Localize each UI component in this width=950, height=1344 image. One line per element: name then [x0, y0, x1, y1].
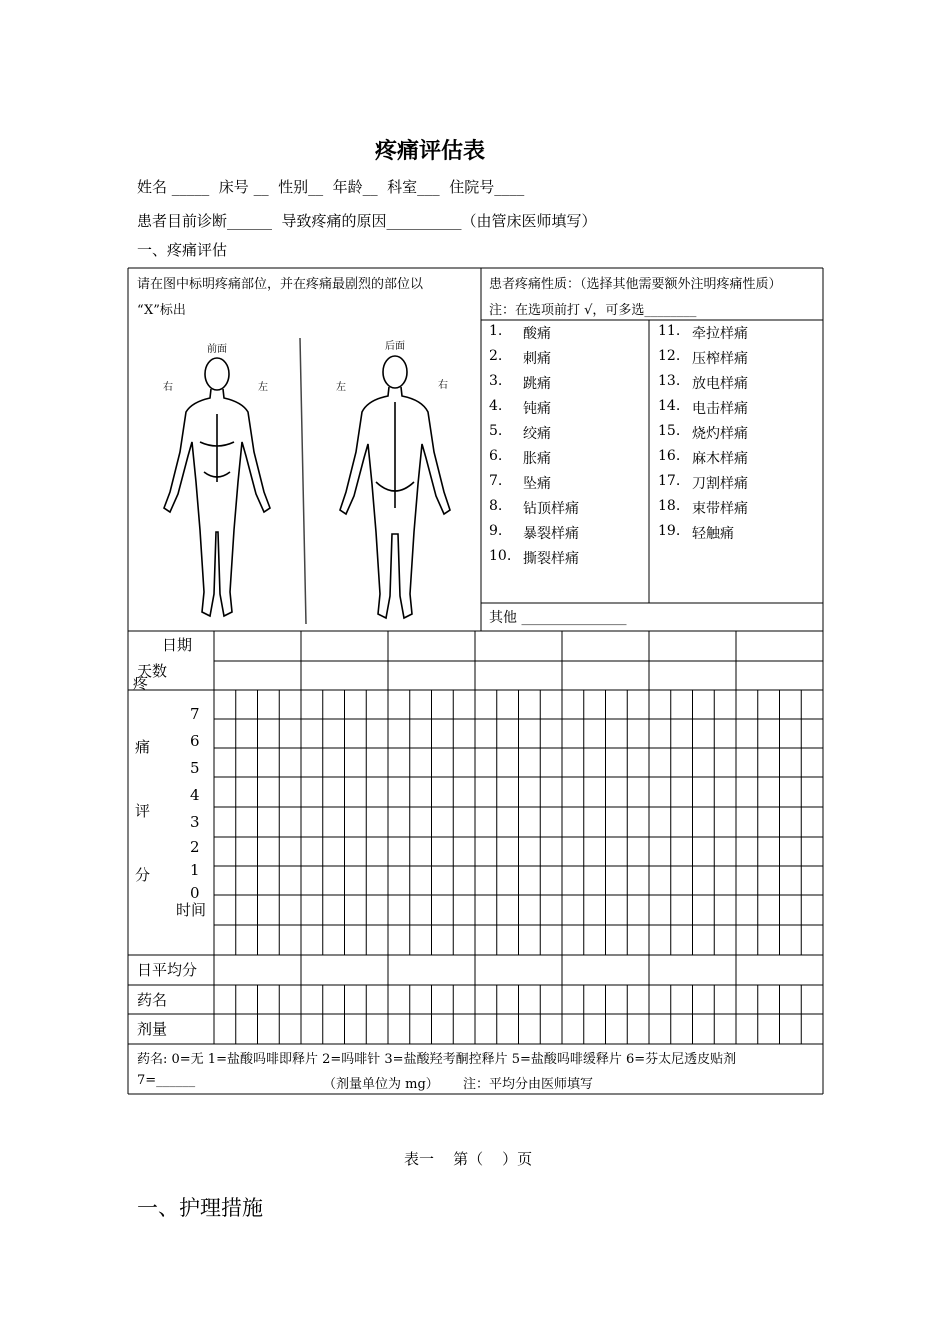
- pain-type-option[interactable]: 绞痛: [523, 426, 551, 442]
- pain-type-number: 10.: [489, 548, 512, 564]
- pain-score-value: 1: [190, 861, 200, 879]
- average-score-note: 注：平均分由医师填写: [463, 1077, 594, 1092]
- pain-type-option[interactable]: 烧灼样痛: [692, 426, 748, 442]
- front-label: 前面: [207, 344, 227, 355]
- pain-type-number: 2.: [489, 348, 503, 364]
- front-right-label: 右: [163, 382, 173, 393]
- pain-nature-heading: 患者疼痛性质：（选择其他需要额外注明疼痛性质）: [489, 277, 782, 292]
- section-nursing-measures: 一、护理措施: [137, 1196, 263, 1220]
- dose-unit-note: （剂量单位为 mg）: [323, 1077, 439, 1092]
- patient-info-line: 姓名 _____ 床号 __ 性别__ 年龄__ 科室___ 住院号____: [137, 178, 525, 196]
- section-pain-assessment: 一、疼痛评估: [137, 241, 228, 259]
- pain-type-option[interactable]: 暴裂样痛: [523, 526, 579, 542]
- body-map-instruction-2: “X”标出: [137, 303, 186, 318]
- body-map-instruction-1: 请在图中标明疼痛部位，并在疼痛最剧烈的部位以: [137, 277, 424, 292]
- pain-score-value: 4: [190, 786, 200, 804]
- pain-score-value: 0: [190, 884, 200, 902]
- back-right-label: 右: [438, 380, 448, 391]
- body-map-figure: [140, 332, 475, 630]
- drug-legend: 药名: 0=无 1=盐酸吗啡即释片 2=吗啡针 3=盐酸羟考酮控释片 5=盐酸吗啡缓释片 6=芬太尼透皮贴剂: [137, 1052, 737, 1067]
- pain-type-option[interactable]: 麻木样痛: [692, 451, 748, 467]
- pain-type-option[interactable]: 钻顶样痛: [523, 501, 579, 517]
- pain-nature-other: 其他 _______________: [489, 610, 627, 626]
- pain-type-number: 3.: [489, 373, 503, 389]
- pain-type-number: 18.: [658, 498, 681, 514]
- pain-char-4: 分: [135, 866, 151, 884]
- diagnosis-line: 患者目前诊断______ 导致疼痛的原因__________（由管床医师填写）: [137, 212, 597, 230]
- drug-legend-other: 7=______: [137, 1073, 196, 1088]
- daily-average-label: 日平均分: [137, 961, 198, 979]
- pain-char-1: 疼: [133, 674, 149, 692]
- pain-type-number: 6.: [489, 448, 503, 464]
- pain-type-number: 5.: [489, 423, 503, 439]
- pain-type-number: 8.: [489, 498, 503, 514]
- page-number-footer: 表一 第（ ）页: [404, 1150, 533, 1168]
- pain-type-number: 7.: [489, 473, 503, 489]
- pain-type-option[interactable]: 坠痛: [523, 476, 551, 492]
- pain-type-option[interactable]: 撕裂样痛: [523, 551, 579, 567]
- pain-type-number: 4.: [489, 398, 503, 414]
- page-title: 疼痛评估表: [374, 138, 485, 164]
- pain-type-number: 14.: [658, 398, 681, 414]
- pain-type-option[interactable]: 电击样痛: [692, 401, 748, 417]
- pain-type-option[interactable]: 刀割样痛: [692, 476, 748, 492]
- pain-score-value: 2: [190, 838, 200, 856]
- pain-type-number: 15.: [658, 423, 681, 439]
- days-label: 天数: [137, 662, 168, 680]
- pain-type-number: 17.: [658, 473, 681, 489]
- time-label: 时间: [176, 901, 207, 919]
- pain-type-option[interactable]: 胀痛: [523, 451, 551, 467]
- pain-type-number: 1.: [489, 323, 503, 339]
- pain-type-option[interactable]: 酸痛: [523, 326, 551, 342]
- pain-type-option[interactable]: 牵拉样痛: [692, 326, 748, 342]
- pain-type-option[interactable]: 压榨样痛: [692, 351, 748, 367]
- pain-nature-note: 注：在选项前打 √，可多选________: [489, 303, 697, 318]
- pain-score-value: 3: [190, 813, 200, 831]
- drug-name-label: 药名: [137, 991, 168, 1009]
- pain-type-number: 19.: [658, 523, 681, 539]
- back-body-outline: [340, 356, 450, 618]
- pain-char-3: 评: [135, 802, 151, 820]
- pain-type-option[interactable]: 钝痛: [523, 401, 551, 417]
- pain-char-2: 痛: [135, 738, 151, 756]
- pain-type-number: 9.: [489, 523, 503, 539]
- pain-type-option[interactable]: 放电样痛: [692, 376, 748, 392]
- back-left-label: 左: [336, 382, 346, 393]
- date-label: 日期: [162, 636, 193, 654]
- pain-type-number: 13.: [658, 373, 681, 389]
- pain-score-value: 6: [190, 732, 200, 750]
- front-left-label: 左: [258, 382, 268, 393]
- pain-type-option[interactable]: 束带样痛: [692, 501, 748, 517]
- front-body-outline: [164, 358, 270, 616]
- pain-score-value: 5: [190, 759, 200, 777]
- back-label: 后面: [385, 341, 405, 352]
- pain-type-option[interactable]: 刺痛: [523, 351, 551, 367]
- pain-type-number: 11.: [658, 323, 681, 339]
- pain-score-value: 7: [190, 705, 200, 723]
- pain-type-number: 12.: [658, 348, 681, 364]
- pain-type-option[interactable]: 跳痛: [523, 376, 551, 392]
- pain-type-number: 16.: [658, 448, 681, 464]
- pain-type-option[interactable]: 轻触痛: [692, 526, 734, 542]
- dose-label: 剂量: [137, 1020, 168, 1038]
